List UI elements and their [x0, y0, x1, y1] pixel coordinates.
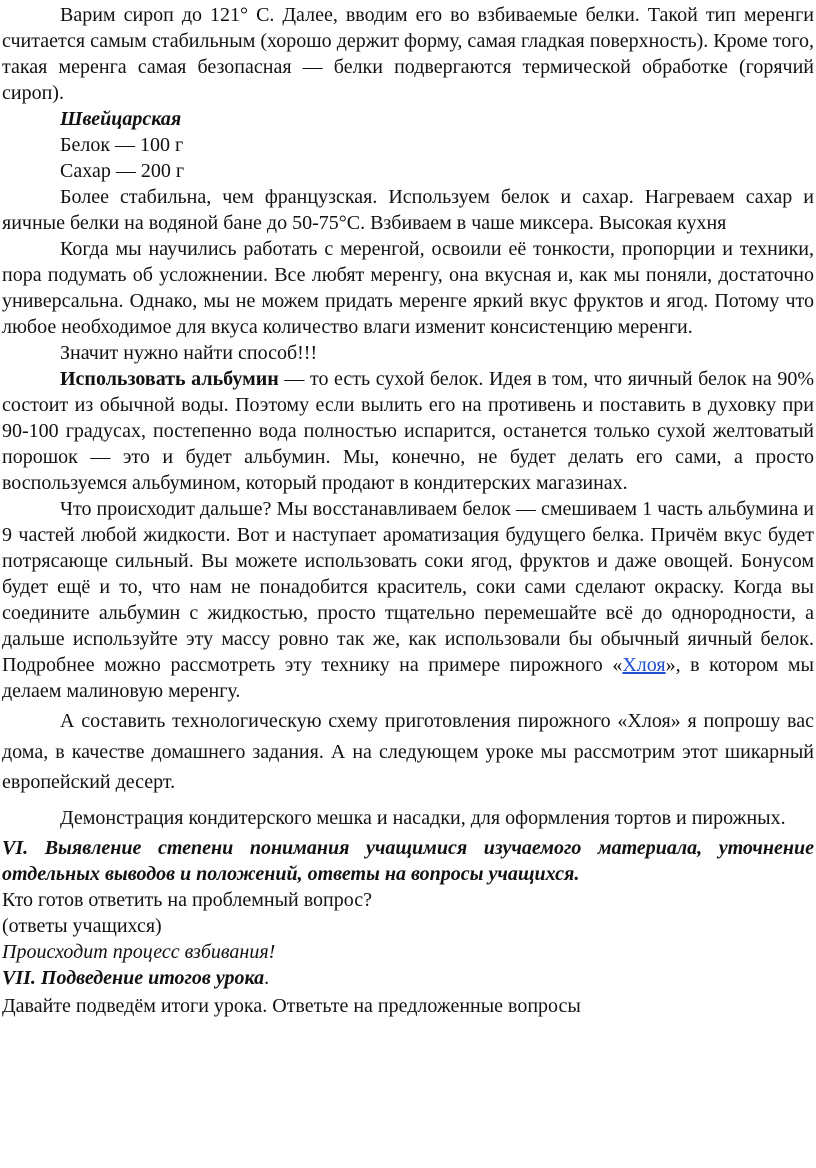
- restore-text-start: Что происходит дальше? Мы восстанавливаем белок — смешиваем 1 часть альбумина и 9 частей любой жидкости. Вот и наступает ароматизация будущего белка. Причём вкус будет потрясающе сильный. Вы можете использовать соки ягод, фруктов и даже овощей. Бонусом будет ещё и то, что нам не понадобится краситель, соки сами сделают окраску. Когда вы соедините альбумин с жидкостью, просто тщательно перемешайте всё до однородности, а дальше используйте эту массу ровно так же, как использовали бы обычный яичный белок. Подробнее можно рассмотреть эту технику на примере пирожного «: [2, 498, 814, 676]
- paragraph-restore-white: [2, 496, 814, 704]
- albumin-bold-phrase: Использовать альбумин: [60, 368, 279, 390]
- paragraph-find-way: Значит нужно найти способ!!!: [60, 342, 318, 364]
- section-7-heading-dot: .: [264, 967, 270, 989]
- ingredient-sugar: Сахар — 200 г: [60, 160, 185, 182]
- section-7-heading: [2, 965, 814, 991]
- restore-text-end: », в котором мы делаем малиновую меренгу.: [2, 654, 814, 702]
- paragraph-demonstration: Демонстрация кондитерского мешка и насадки, для оформления тортов и пирожных.: [60, 806, 786, 829]
- line-answers: (ответы учащихся): [2, 915, 162, 937]
- albumin-text: — то есть сухой белок. Идея в том, что яичный белок на 90% состоит из обычной воды. Поэтому если вылить его на противень и поставить в духовку при 90-100 градусах, постепенно вода полностью испарится, останется только сухой желтоватый порошок — это и будет альбумин. Мы, конечно, не будет делать его сами, а просто воспользуемся альбумином, который продают в кондитерских магазинах.: [2, 368, 815, 494]
- section-6-heading-text: VI. Выявление степени понимания учащимися изучаемого материала, уточнение отдельных выводов и положений, ответы на вопросы учащихся.: [2, 837, 814, 885]
- paragraph-homework: А составить технологическую схему приготовления пирожного «Хлоя» я попрошу вас дома, в качестве домашнего задания. А на следующем уроке мы рассмотрим этот шикарный европейский десерт.: [2, 710, 814, 793]
- ingredient-egg-white: Белок — 100 г: [60, 134, 184, 156]
- paragraph-complexity: Когда мы научились работать с меренгой, освоили её тонкости, пропорции и техники, пора подумать об усложнении. Все любят меренгу, она вкусная и, как мы поняли, достаточно универсальна. Однако, мы не можем придать меренге яркий вкус фруктов и ягод. Потому что любое необходимое для вкуса количество влаги изменит консистенцию меренги.: [2, 238, 814, 338]
- section-6-heading: [2, 835, 814, 887]
- line-final: Давайте подведём итоги урока. Ответьте на предложенные вопросы: [2, 995, 581, 1017]
- line-process: [2, 939, 814, 965]
- paragraph-albumin: [2, 366, 814, 496]
- swiss-heading-text: Швейцарская: [60, 108, 182, 130]
- chloe-link[interactable]: Хлоя: [622, 654, 666, 676]
- paragraph-italian-meringue: Варим сироп до 121° С. Далее, вводим его во взбиваемые белки. Такой тип меренги считается самым стабильным (хорошо держит форму, самая гладкая поверхность). Кроме того, такая меренга самая безопасная — белки подвергаются термической обработке (горячий сироп).: [2, 4, 814, 104]
- section-7-heading-text: VII. Подведение итогов урока: [2, 967, 265, 989]
- paragraph-swiss-meringue: Более стабильна, чем французская. Используем белок и сахар. Нагреваем сахар и яичные белки на водяной бане до 50-75°С. Взбиваем в чаше миксера. Высокая кухня: [2, 186, 814, 234]
- swiss-meringue-heading: [2, 106, 814, 132]
- line-process-text: Происходит процесс взбивания!: [2, 941, 276, 963]
- line-question: Кто готов ответить на проблемный вопрос?: [2, 889, 372, 911]
